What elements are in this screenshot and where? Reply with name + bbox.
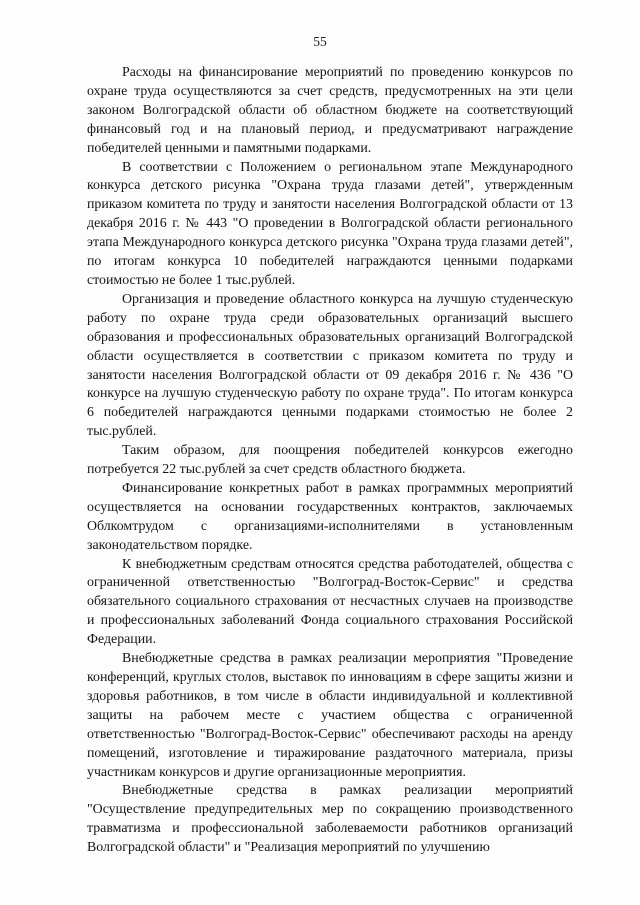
paragraph-extrabudgetary-sources: К внебюджетным средствам относятся средства работодателей, общества с ограниченной ответственностью "Волгоград-Восток-Сервис" и средства обязательного социального страхования от несчастных случаев на производстве и профессиональных заболеваний Фонда социального страхования Российской Федерации. bbox=[87, 556, 573, 648]
page-number: 55 bbox=[313, 34, 327, 49]
paragraph-children-drawing-contest: В соответствии с Положением о региональном этапе Международного конкурса детского рисунка "Охрана труда глазами детей", утвержденным приказом комитета по труду и занятости населения Волгоградской области от 13 декабря 2016 г. № 443 "О проведении в Волгоградской области регионального этапа Международного конкурса детского рисунка "Охрана труда глазами детей", по итогам конкурса 10 победителей награждаются ценными подарками стоимостью не более 1 тыс.рублей. bbox=[87, 159, 573, 288]
paragraph-total-annual-cost: Таким образом, для поощрения победителей конкурсов ежегодно потребуется 22 тыс.рублей за счет средств областного бюджета. bbox=[87, 443, 573, 478]
paragraph-conferences-funding: Внебюджетные средства в рамках реализации мероприятия "Проведение конференций, круглых столов, выставок по инновациям в сфере защиты жизни и здоровья работников, в том числе в области индивидуальной и коллективной защиты на рабочем месте с участием общества с ограниченной ответственностью "Волгоград-Восток-Сервис" обеспечивают расходы на аренду помещений, изготовление и тиражирование раздаточного материала, призы участникам конкурсов и другие организационные мероприятия. bbox=[87, 651, 573, 780]
paragraph-student-work-contest: Организация и проведение областного конкурса на лучшую студенческую работу по охране труда среди образовательных организаций высшего образования и профессиональных образовательных организаций Волгоградской области осуществляется в соответствии с приказом комитета по труду и занятости населения Волгоградской области от 09 декабря 2016 г. № 436 "О конкурсе на лучшую студенческую работу по охране труда". По итогам конкурса 6 победителей награждаются ценными подарками стоимостью не более 2 тыс.рублей. bbox=[87, 291, 573, 440]
paragraph-state-contracts: Финансирование конкретных работ в рамках программных мероприятий осуществляется на основании государственных контрактов, заключаемых Облкомтрудом с организациями-исполнителями в установленным законодательством порядке. bbox=[87, 480, 573, 553]
document-body bbox=[87, 64, 573, 858]
paragraph-preventive-measures: Внебюджетные средства в рамках реализации мероприятий "Осуществление предупредительных мер по сокращению производственного травматизма и профессиональной заболеваемости работников организаций Волгоградской области" и "Реализация мероприятий по улучшению bbox=[87, 783, 573, 856]
paragraph-funding-contests: Расходы на финансирование мероприятий по проведению конкурсов по охране труда осуществляются за счет средств, предусмотренных на эти цели законом Волгоградской области об областном бюджете на соответствующий финансовый год и на плановый период, и предусматривают награждение победителей ценными и памятными подарками. bbox=[87, 65, 573, 156]
